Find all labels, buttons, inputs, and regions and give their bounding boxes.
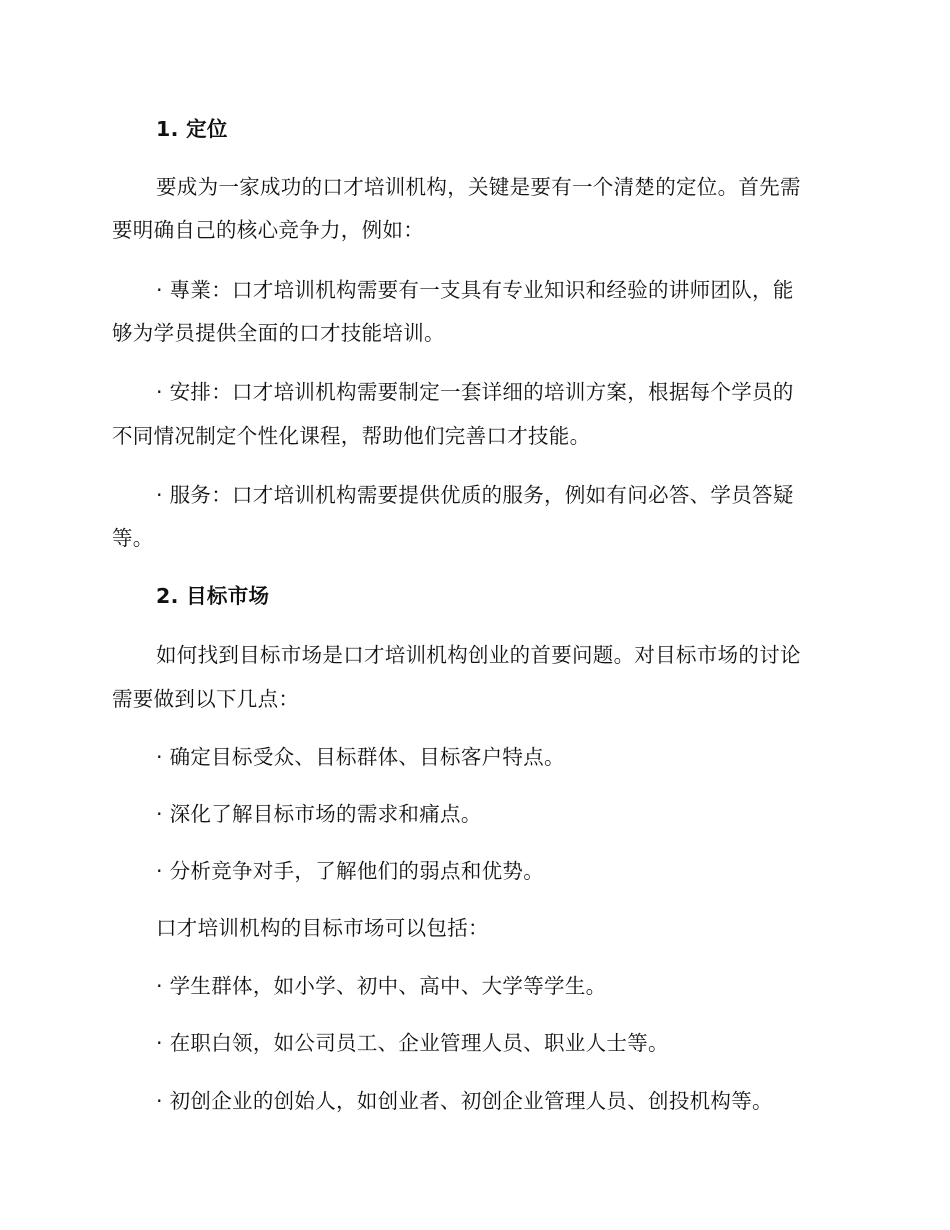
bullet-item: · 深化了解目标市场的需求和痛点。 [156,802,482,826]
bullet-item: · 在职白领，如公司员工、企业管理人员、职业人士等。 [156,1031,669,1055]
bullet-item-continuation: 等。 [112,526,154,550]
paragraph-line: 如何找到目标市场是口才培训机构创业的首要问题。对目标市场的讨论 [156,643,801,667]
bullet-item-continuation: 不同情况制定个性化课程，帮助他们完善口才技能。 [112,424,591,448]
bullet-item: · 專業：口才培训机构需要有一支具有专业知识和经验的讲师团队，能 [156,278,794,302]
section-heading-positioning: 1. 定位 [156,117,228,141]
paragraph-line: 要明确自己的核心竞争力，例如： [112,218,424,242]
bullet-item: · 分析竞争对手，了解他们的弱点和优势。 [156,859,545,883]
paragraph-line: 要成为一家成功的口才培训机构，关键是要有一个清楚的定位。首先需 [156,175,801,199]
bullet-item: · 确定目标受众、目标群体、目标客户特点。 [156,745,565,769]
bullet-item: · 服务：口才培训机构需要提供优质的服务，例如有问必答、学员答疑 [156,483,794,507]
section-heading-target-market: 2. 目标市场 [156,584,270,608]
paragraph-line: 需要做到以下几点： [112,687,300,711]
paragraph-line: 口才培训机构的目标市场可以包括： [156,916,489,940]
bullet-item-continuation: 够为学员提供全面的口才技能培训。 [112,321,445,345]
bullet-item: · 安排：口才培训机构需要制定一套详细的培训方案，根据每个学员的 [156,380,794,404]
bullet-item: · 学生群体，如小学、初中、高中、大学等学生。 [156,974,607,998]
bullet-item: · 初创企业的创始人，如创业者、初创企业管理人员、创投机构等。 [156,1089,773,1113]
